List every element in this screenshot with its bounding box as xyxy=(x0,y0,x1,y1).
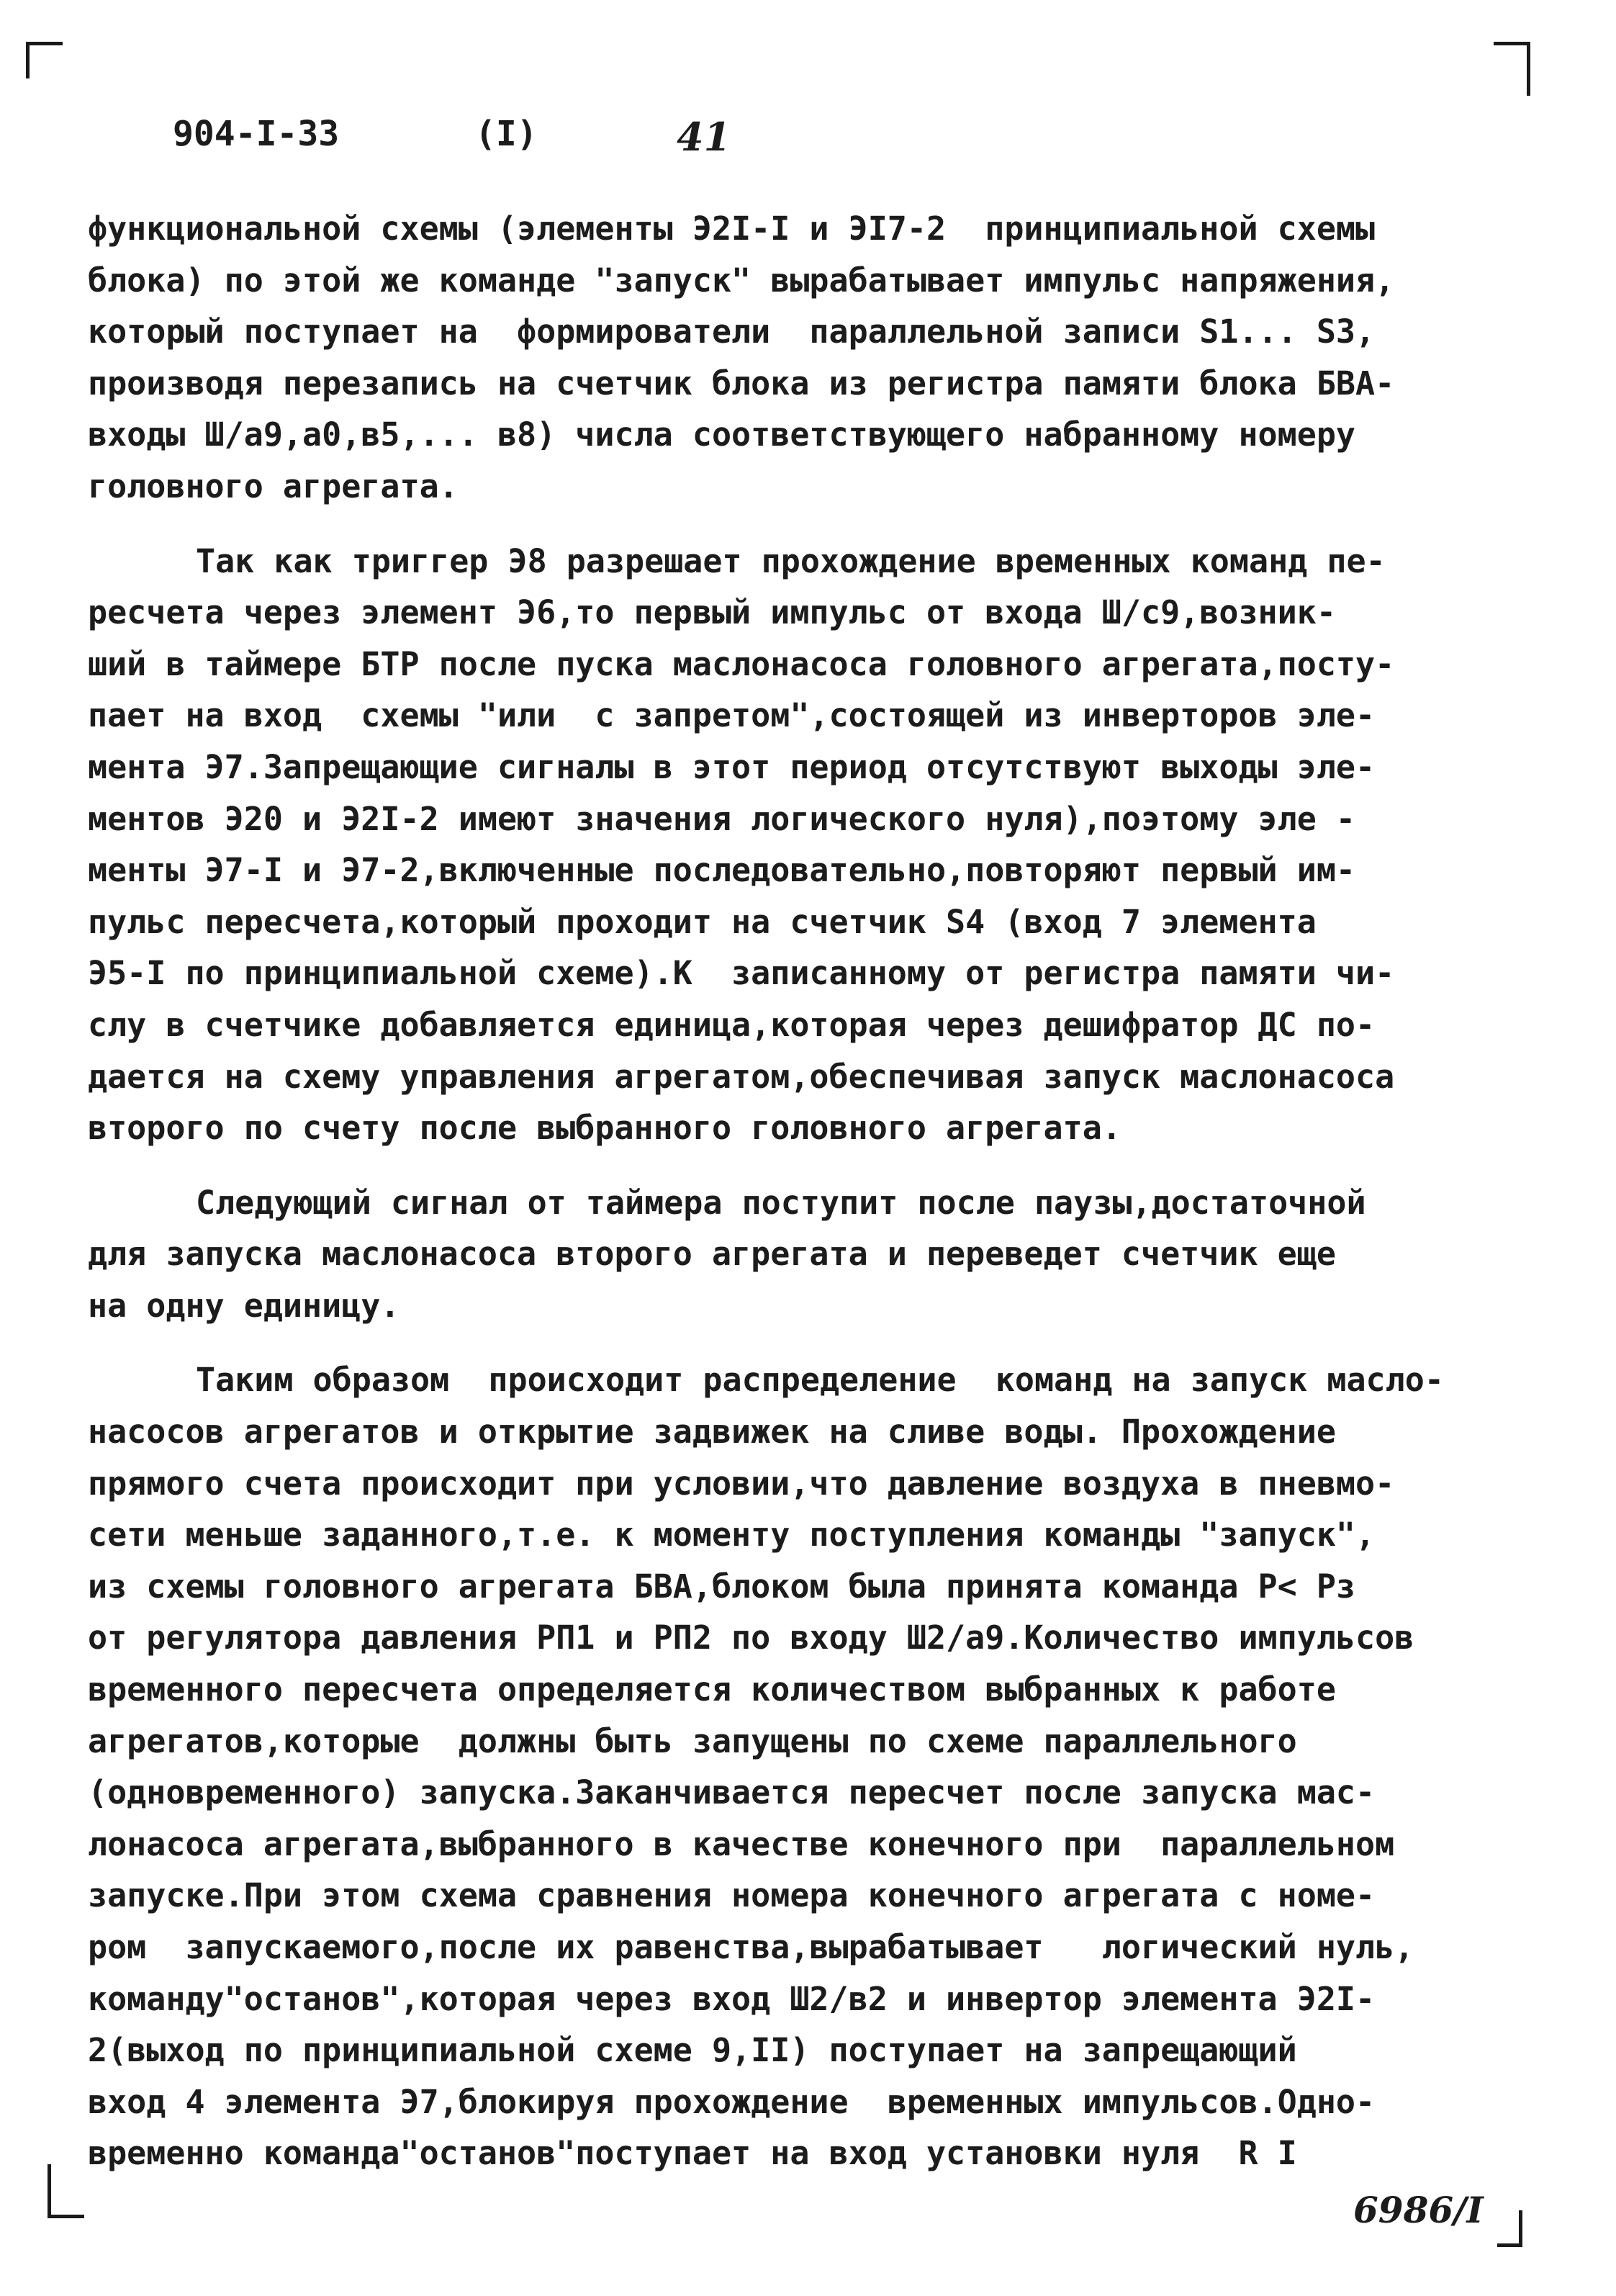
text-line: вход 4 элемента Э7,блокируя прохождение временных импульсов.Одно- xyxy=(88,2082,1376,2121)
paragraph-gap xyxy=(88,1154,1535,1177)
text-line: блока) по этой же команде "запуск" вырабатывает импульс напряжения, xyxy=(88,261,1395,300)
text-line: из схемы головного агрегата БВА,блоком была принята команда P< Pз xyxy=(88,1567,1355,1606)
text-line: запуске.При этом схема сравнения номера конечного агрегата с номе- xyxy=(88,1876,1376,1915)
paragraph xyxy=(88,203,1535,513)
page-number: 41 xyxy=(677,114,731,160)
text-line: временного пересчета определяется количеством выбранных к работе xyxy=(88,1670,1336,1709)
text-line: насосов агрегатов и открытие задвижек на сливе воды. Прохождение xyxy=(88,1413,1336,1451)
paragraph xyxy=(88,1177,1535,1332)
paragraph-gap xyxy=(88,513,1535,536)
text-line: слу в счетчике добавляется единица,которая через дешифратор ДС по- xyxy=(88,1005,1376,1044)
text-line: 2(выход по принципиальной схеме 9,II) поступает на запрещающий xyxy=(88,2031,1297,2070)
text-line: Э5-I по принципиальной схеме).К записанному от регистра памяти чи- xyxy=(88,954,1395,993)
paragraph xyxy=(88,1354,1535,2179)
text-line: Следующий сигнал от таймера поступит после паузы,достаточной xyxy=(196,1183,1366,1222)
text-line: от регулятора давления РП1 и РП2 по входу Ш2/а9.Количество импульсов xyxy=(88,1619,1414,1657)
text-line: пает на вход схемы "или с запретом",состоящей из инверторов эле- xyxy=(88,696,1376,735)
paragraph xyxy=(88,536,1535,1154)
text-line: ром запускаемого,после их равенства,вырабатывает логический нуль, xyxy=(88,1928,1414,1966)
text-line: прямого счета происходит при условии,что давление воздуха в пневмо- xyxy=(88,1464,1395,1503)
part-number: (I) xyxy=(475,114,538,154)
paragraph-gap xyxy=(88,1331,1535,1354)
text-line: функциональной схемы (элементы Э2I-I и ЭI7-2 принципиальной схемы xyxy=(88,210,1376,248)
text-line: головного агрегата. xyxy=(88,467,459,505)
document-code: 904-I-33 xyxy=(173,114,340,154)
text-line: дается на схему управления агрегатом,обеспечивая запуск маслонасоса xyxy=(88,1057,1395,1096)
text-line: временно команда"останов"поступает на вход установки нуля R I xyxy=(88,2134,1297,2173)
text-line: ментов Э20 и Э2I-2 имеют значения логического нуля),поэтому эле - xyxy=(88,799,1355,838)
text-line: пульс пересчета,который проходит на счетчик S4 (вход 7 элемента xyxy=(88,902,1317,941)
text-line: Так как триггер Э8 разрешает прохождение временных команд пе- xyxy=(196,541,1386,580)
text-line: команду"останов",которая через вход Ш2/в2 и инвертор элемента Э2I- xyxy=(88,1979,1376,2018)
text-line: второго по счету после выбранного головного агрегата. xyxy=(88,1109,1121,1148)
text-line: сети меньше заданного,т.е. к моменту поступления команды "запуск", xyxy=(88,1516,1376,1554)
crop-mark-bottom-left xyxy=(48,2164,84,2218)
text-line: менты Э7-I и Э7-2,включенные последовательно,повторяют первый им- xyxy=(88,851,1355,890)
text-line: (одновременного) запуска.Заканчивается пересчет после запуска мас- xyxy=(88,1773,1376,1812)
text-line: ресчета через элемент Э6,то первый импульс от входа Ш/с9,возник- xyxy=(88,593,1336,632)
text-line: для запуска маслонасоса второго агрегата и переведет счетчик еще xyxy=(88,1235,1336,1274)
text-line: ший в таймере БТР после пуска маслонасоса головного агрегата,посту- xyxy=(88,644,1395,683)
crop-mark-top-right xyxy=(1494,42,1530,96)
text-line: который поступает на формирователи параллельной записи S1... S3, xyxy=(88,312,1376,351)
text-line: входы Ш/а9,а0,в5,... в8) числа соответствующего набранному номеру xyxy=(88,415,1355,454)
text-line: на одну единицу. xyxy=(88,1286,400,1325)
page-header xyxy=(173,114,731,164)
crop-mark-bottom-right xyxy=(1497,2210,1522,2247)
text-line: Таким образом происходит распределение команд на запуск масло- xyxy=(196,1361,1444,1400)
document-body xyxy=(88,203,1535,2179)
text-line: агрегатов,которые должны быть запущены по схеме параллельного xyxy=(88,1721,1297,1760)
crop-mark-top-left xyxy=(26,42,63,78)
text-line: производя перезапись на счетчик блока из регистра памяти блока БВА- xyxy=(88,364,1395,402)
sheet-code: 6986/I xyxy=(1353,2189,1484,2231)
text-line: лонасоса агрегата,выбранного в качестве конечного при параллельном xyxy=(88,1824,1395,1863)
text-line: мента Э7.Запрещающие сигналы в этот период отсутствуют выходы эле- xyxy=(88,747,1376,786)
